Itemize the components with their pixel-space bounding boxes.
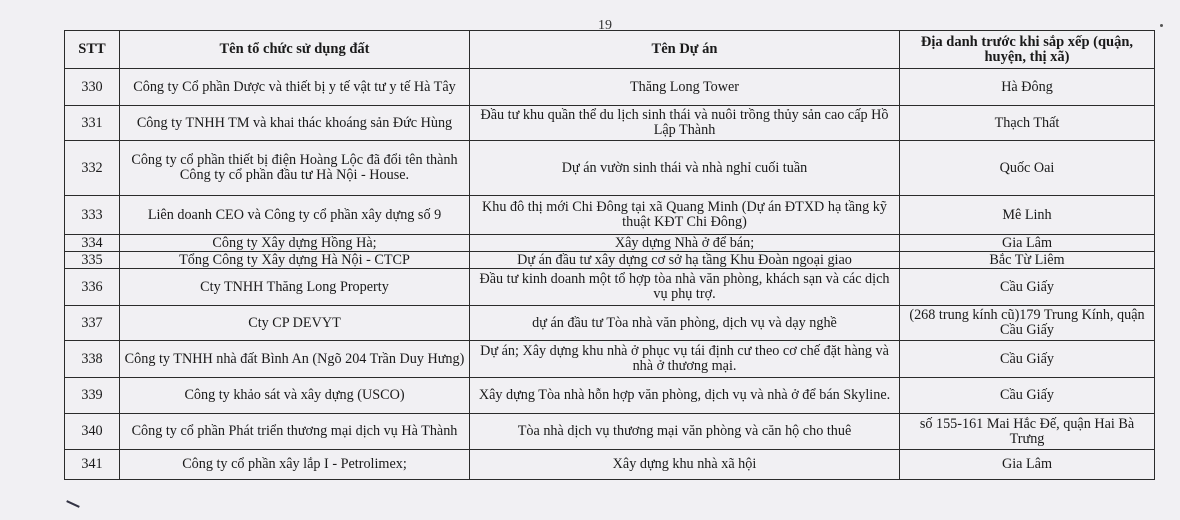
cell-organization: Công ty Cổ phần Dược và thiết bị y tế vật tư y tế Hà Tây <box>120 69 470 106</box>
cell-organization: Công ty Xây dựng Hồng Hà; <box>120 235 470 252</box>
cell-project: Xây dựng khu nhà xã hội <box>470 450 900 480</box>
table-row <box>65 414 1155 450</box>
cell-project: Khu đô thị mới Chi Đông tại xã Quang Minh (Dự án ĐTXD hạ tầng kỹ thuật KĐT Chi Đông) <box>470 196 900 235</box>
cell-project: Đầu tư kinh doanh một tổ hợp tòa nhà văn phòng, khách sạn và các dịch vụ phụ trợ. <box>470 269 900 306</box>
cell-project: Tòa nhà dịch vụ thương mại văn phòng và căn hộ cho thuê <box>470 414 900 450</box>
scan-speck <box>1160 24 1163 27</box>
cell-organization: Công ty khảo sát và xây dựng (USCO) <box>120 378 470 414</box>
cell-place: Cầu Giấy <box>900 269 1155 306</box>
header-place: Địa danh trước khi sắp xếp (quận, huyện, thị xã) <box>900 31 1155 69</box>
table-row <box>65 69 1155 106</box>
cell-place: Mê Linh <box>900 196 1155 235</box>
table-row <box>65 196 1155 235</box>
cell-stt: 334 <box>65 235 120 252</box>
cell-organization: Cty CP DEVYT <box>120 306 470 341</box>
cell-project: Dự án đầu tư xây dựng cơ sở hạ tầng Khu Đoàn ngoại giao <box>470 252 900 269</box>
cell-stt: 333 <box>65 196 120 235</box>
cell-place: Cầu Giấy <box>900 378 1155 414</box>
cell-stt: 337 <box>65 306 120 341</box>
table-row <box>65 450 1155 480</box>
cell-stt: 341 <box>65 450 120 480</box>
table-row <box>65 378 1155 414</box>
land-use-table <box>64 30 1155 480</box>
cell-organization: Công ty cổ phần thiết bị điện Hoàng Lộc đã đổi tên thành Công ty cổ phần đầu tư Hà Nội - House. <box>120 141 470 196</box>
cell-stt: 335 <box>65 252 120 269</box>
table-row <box>65 106 1155 141</box>
header-stt: STT <box>65 31 120 69</box>
cell-stt: 336 <box>65 269 120 306</box>
cell-organization: Liên doanh CEO và Công ty cổ phần xây dựng số 9 <box>120 196 470 235</box>
cell-stt: 330 <box>65 69 120 106</box>
cell-stt: 331 <box>65 106 120 141</box>
cell-project: Dự án; Xây dựng khu nhà ở phục vụ tái định cư theo cơ chế đặt hàng và nhà ở thương mại. <box>470 341 900 378</box>
header-project: Tên Dự án <box>470 31 900 69</box>
cell-place: Gia Lâm <box>900 235 1155 252</box>
table-row <box>65 252 1155 269</box>
table-row <box>65 141 1155 196</box>
cell-place: (268 trung kính cũ)179 Trung Kính, quận Cầu Giấy <box>900 306 1155 341</box>
cell-organization: Công ty cổ phần Phát triển thương mại dịch vụ Hà Thành <box>120 414 470 450</box>
cell-project: Đầu tư khu quần thể du lịch sinh thái và nuôi trồng thủy sản cao cấp Hồ Lập Thành <box>470 106 900 141</box>
cell-project: dự án đầu tư Tòa nhà văn phòng, dịch vụ và dạy nghề <box>470 306 900 341</box>
table-row <box>65 269 1155 306</box>
cell-stt: 332 <box>65 141 120 196</box>
cell-stt: 340 <box>65 414 120 450</box>
cell-project: Xây dựng Nhà ở để bán; <box>470 235 900 252</box>
table-row <box>65 306 1155 341</box>
cell-stt: 338 <box>65 341 120 378</box>
table-row <box>65 235 1155 252</box>
cell-place: Hà Đông <box>900 69 1155 106</box>
cell-place: Bắc Từ Liêm <box>900 252 1155 269</box>
cell-organization: Công ty TNHH nhà đất Bình An (Ngõ 204 Trần Duy Hưng) <box>120 341 470 378</box>
cell-place: Thạch Thất <box>900 106 1155 141</box>
cell-project: Xây dựng Tòa nhà hỗn hợp văn phòng, dịch vụ và nhà ở để bán Skyline. <box>470 378 900 414</box>
cell-place: số 155-161 Mai Hắc Đế, quận Hai Bà Trưng <box>900 414 1155 450</box>
table-body <box>65 69 1155 480</box>
cell-organization: Công ty cổ phần xây lắp I - Petrolimex; <box>120 450 470 480</box>
cell-project: Thăng Long Tower <box>470 69 900 106</box>
table-header-row <box>65 31 1155 69</box>
scan-mark <box>66 500 80 508</box>
cell-project: Dự án vườn sinh thái và nhà nghỉ cuối tuần <box>470 141 900 196</box>
cell-stt: 339 <box>65 378 120 414</box>
cell-place: Quốc Oai <box>900 141 1155 196</box>
page-number: 19 <box>598 18 612 33</box>
cell-place: Gia Lâm <box>900 450 1155 480</box>
table-row <box>65 341 1155 378</box>
cell-organization: Công ty TNHH TM và khai thác khoáng sản Đức Hùng <box>120 106 470 141</box>
cell-organization: Cty TNHH Thăng Long Property <box>120 269 470 306</box>
cell-place: Cầu Giấy <box>900 341 1155 378</box>
header-organization: Tên tổ chức sử dụng đất <box>120 31 470 69</box>
cell-organization: Tổng Công ty Xây dựng Hà Nội - CTCP <box>120 252 470 269</box>
